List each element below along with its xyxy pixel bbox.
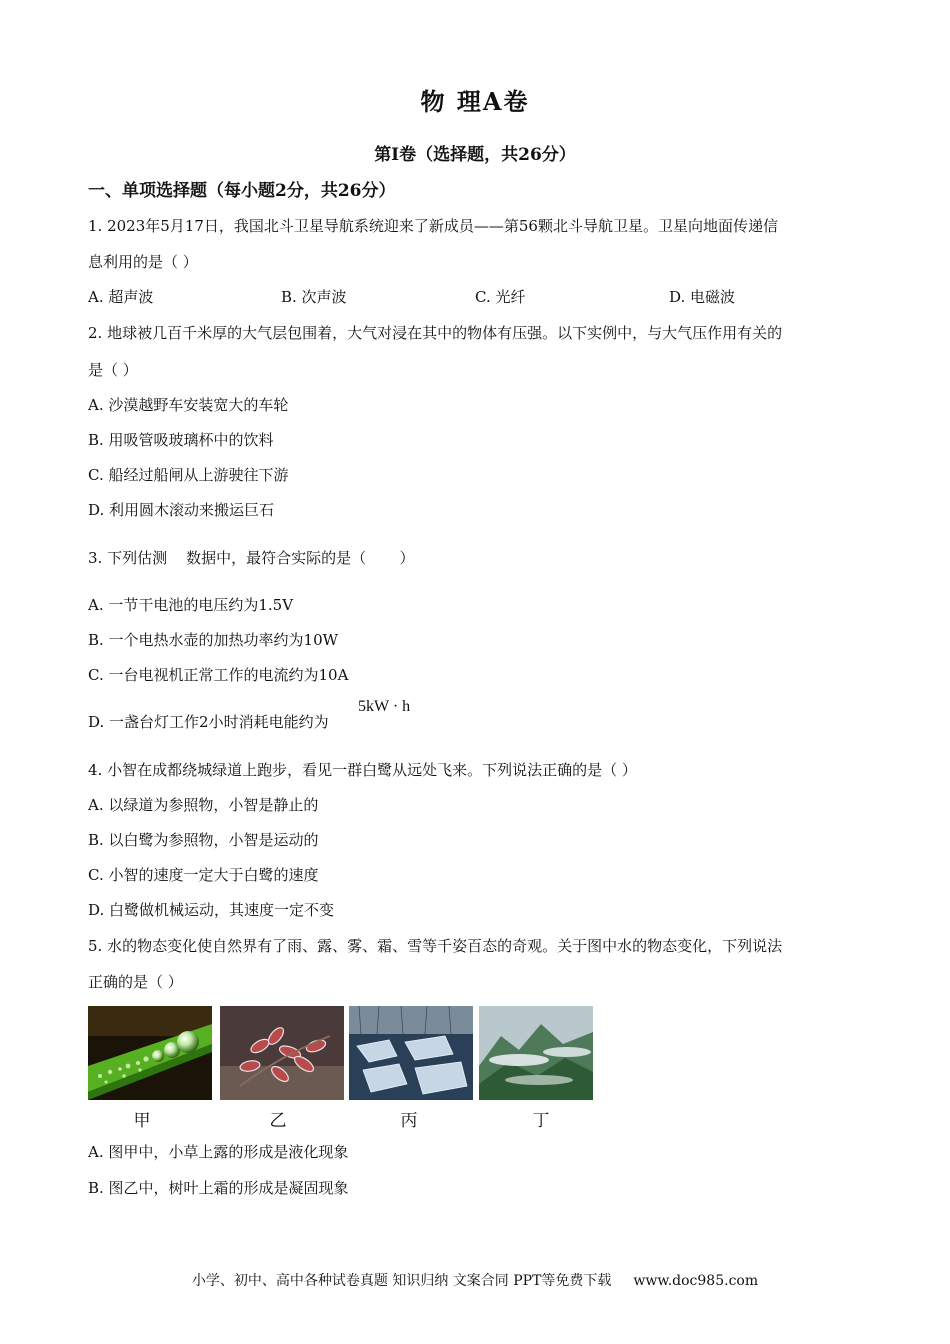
image-label-bing: 丙 — [400, 1111, 418, 1131]
q2-option-a: A. 沙漠越野车安装宽大的车轮 — [88, 396, 289, 414]
page-title: 物 理A卷 — [420, 87, 530, 116]
page-footer — [0, 1270, 950, 1290]
q2-stem-line2: 是（ ） — [88, 361, 138, 379]
dew-on-grass-image — [88, 1006, 212, 1100]
q5-option-b: B. 图乙中，树叶上霜的形成是凝固现象 — [88, 1179, 349, 1197]
q4-option-a: A. 以绿道为参照物，小智是静止的 — [88, 796, 319, 814]
ice-on-water-image — [349, 1006, 473, 1100]
q3-stem: 3. 下列估测 数据中，最符合实际的是（ ） — [88, 549, 415, 567]
q1-option-b: B. 次声波 — [281, 288, 347, 306]
q2-option-b: B. 用吸管吸玻璃杯中的饮料 — [88, 431, 274, 449]
footer-text: 小学、初中、高中各种试卷真题 知识归纳 文案合同 PPT等免费下载 — [191, 1273, 612, 1289]
q2-option-d: D. 利用圆木滚动来搬运巨石 — [88, 501, 275, 519]
q3-option-c: C. 一台电视机正常工作的电流约为10A — [88, 666, 349, 684]
image-label-yi: 乙 — [269, 1111, 287, 1131]
q3-formula: 5kW · h — [358, 698, 411, 715]
image-label-jia: 甲 — [133, 1111, 151, 1131]
q4-stem: 4. 小智在成都绕城绿道上跑步，看见一群白鹭从远处飞来。下列说法正确的是（ ） — [88, 761, 637, 779]
q4-option-b: B. 以白鹭为参照物，小智是运动的 — [88, 831, 319, 849]
q5-stem-line1: 5. 水的物态变化使自然界有了雨、露、雾、霜、雪等千姿百态的奇观。关于图中水的物态变化，下列说法 — [88, 937, 783, 955]
q1-stem-line2: 息利用的是（ ） — [88, 253, 198, 271]
q5-option-a: A. 图甲中，小草上露的形成是液化现象 — [88, 1143, 349, 1161]
footer-url[interactable]: www.doc985.com — [633, 1273, 759, 1289]
q4-option-d: D. 白鹭做机械运动，其速度一定不变 — [88, 901, 335, 919]
q1-option-a: A. 超声波 — [88, 288, 154, 306]
q1-option-d: D. 电磁波 — [669, 288, 736, 306]
q4-option-c: C. 小智的速度一定大于白鹭的速度 — [88, 866, 319, 884]
frost-on-leaves-image — [220, 1006, 344, 1100]
paper-subtitle: 第Ⅰ卷（选择题，共26分） — [374, 145, 576, 165]
section-heading: 一、单项选择题（每小题2分，共26分） — [88, 181, 396, 201]
q3-option-b: B. 一个电热水壶的加热功率约为10W — [88, 631, 339, 649]
q2-option-c: C. 船经过船闸从上游驶往下游 — [88, 466, 289, 484]
image-label-ding: 丁 — [532, 1111, 550, 1131]
q3-option-a: A. 一节干电池的电压约为1.5V — [88, 596, 294, 614]
q2-stem-line1: 2. 地球被几百千米厚的大气层包围着，大气对浸在其中的物体有压强。以下实例中，与大气压作用有关的 — [88, 324, 783, 342]
q5-stem-line2: 正确的是（ ） — [88, 973, 183, 991]
q1-option-c: C. 光纤 — [475, 288, 526, 306]
q1-stem-line1: 1. 2023年5月17日，我国北斗卫星导航系统迎来了新成员——第56颗北斗导航卫星。卫星向地面传递信 — [88, 217, 778, 235]
q3-option-d: D. 一盏台灯工作2小时消耗电能约为 — [88, 713, 329, 731]
fog-over-mountains-image — [479, 1006, 603, 1100]
